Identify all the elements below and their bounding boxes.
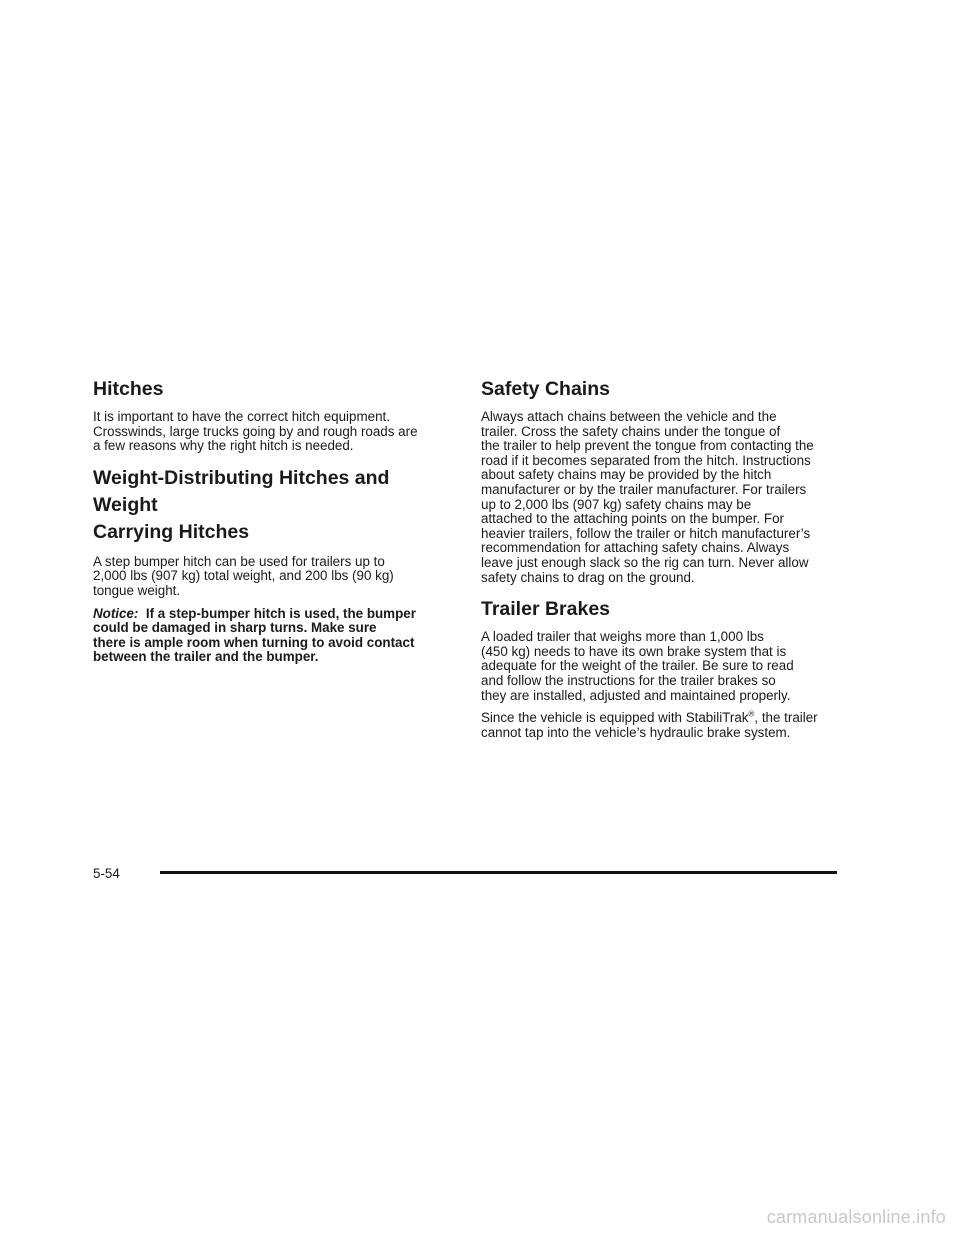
text-line: attached to the attaching points on the bumper. For	[481, 511, 784, 527]
text-line: A loaded trailer that weighs more than 1,000 lbs	[481, 629, 764, 645]
text-line: adequate for the weight of the trailer. Be sure to read	[481, 658, 794, 674]
text-line: 2,000 lbs (907 kg) total weight, and 200 lbs (90 kg)	[93, 568, 394, 584]
text-line: could be damaged in sharp turns. Make sure	[93, 620, 377, 636]
heading-trailer-brakes: Trailer Brakes	[481, 598, 611, 621]
text-line: trailer. Cross the safety chains under the tongue of	[481, 423, 781, 439]
text-line: safety chains to drag on the ground.	[481, 569, 695, 585]
text-line: Always attach chains between the vehicle and the	[481, 409, 777, 424]
paragraph-trailer-brakes	[481, 630, 846, 703]
paragraph-safety-chains	[481, 410, 846, 585]
paragraph-stabilitrak	[481, 711, 846, 740]
page-number: 5-54	[93, 866, 120, 881]
text-line: there is ample room when turning to avoid contact	[93, 634, 415, 650]
heading-safety-chains: Safety Chains	[481, 378, 610, 400]
heading-line: Carrying Hitches	[93, 520, 250, 543]
text-line: cannot tap into the vehicle’s hydraulic brake system.	[481, 724, 791, 740]
heading-line: Weight-Distributing Hitches and Weight	[93, 466, 390, 516]
notice-paragraph	[93, 607, 458, 665]
text-line: leave just enough slack so the rig can turn. Never allow	[481, 554, 809, 570]
registered-mark: ®	[748, 709, 755, 719]
left-column	[93, 376, 458, 673]
right-column	[481, 376, 846, 748]
text-line: Crosswinds, large trucks going by and rough roads are	[93, 423, 418, 439]
text-line: road if it becomes separated from the hitch. Instructions	[481, 452, 811, 468]
text-line: recommendation for attaching safety chains. Always	[481, 540, 790, 556]
watermark: carmanualsonline.info	[766, 1207, 946, 1227]
text-line: they are installed, adjusted and maintained properly.	[481, 687, 791, 703]
paragraph-hitches	[93, 410, 458, 454]
text-line: If a step-bumper hitch is used, the bumper	[145, 605, 416, 621]
text-line: about safety chains may be provided by the hitch	[481, 467, 772, 483]
text-line: It is important to have the correct hitch equipment.	[93, 409, 390, 424]
text-line: and follow the instructions for the trailer brakes so	[481, 672, 776, 688]
text-line: the trailer to help prevent the tongue from contacting the	[481, 438, 814, 454]
heading-hitches: Hitches	[93, 378, 164, 400]
text-line: manufacturer or by the trailer manufacturer. For trailers	[481, 481, 807, 497]
text-line: between the trailer and the bumper.	[93, 649, 319, 665]
text-line: (450 kg) needs to have its own brake system that is	[481, 643, 787, 659]
text-line: , the trailer	[754, 710, 818, 726]
text-line: a few reasons why the right hitch is needed.	[93, 438, 354, 454]
paragraph-step-bumper	[93, 555, 458, 599]
text-line: up to 2,000 lbs (907 kg) safety chains may be	[481, 496, 752, 512]
text-line: heavier trailers, follow the trailer or hitch manufacturer’s	[481, 525, 811, 541]
text-line: Since the vehicle is equipped with StabiliTrak	[481, 710, 749, 726]
text-line: tongue weight.	[93, 582, 181, 598]
text-line: A step bumper hitch can be used for trailers up to	[93, 553, 385, 569]
footer-rule	[160, 871, 837, 874]
notice-label: Notice:	[93, 605, 139, 621]
heading-weight-distributing-hitches	[93, 465, 458, 546]
